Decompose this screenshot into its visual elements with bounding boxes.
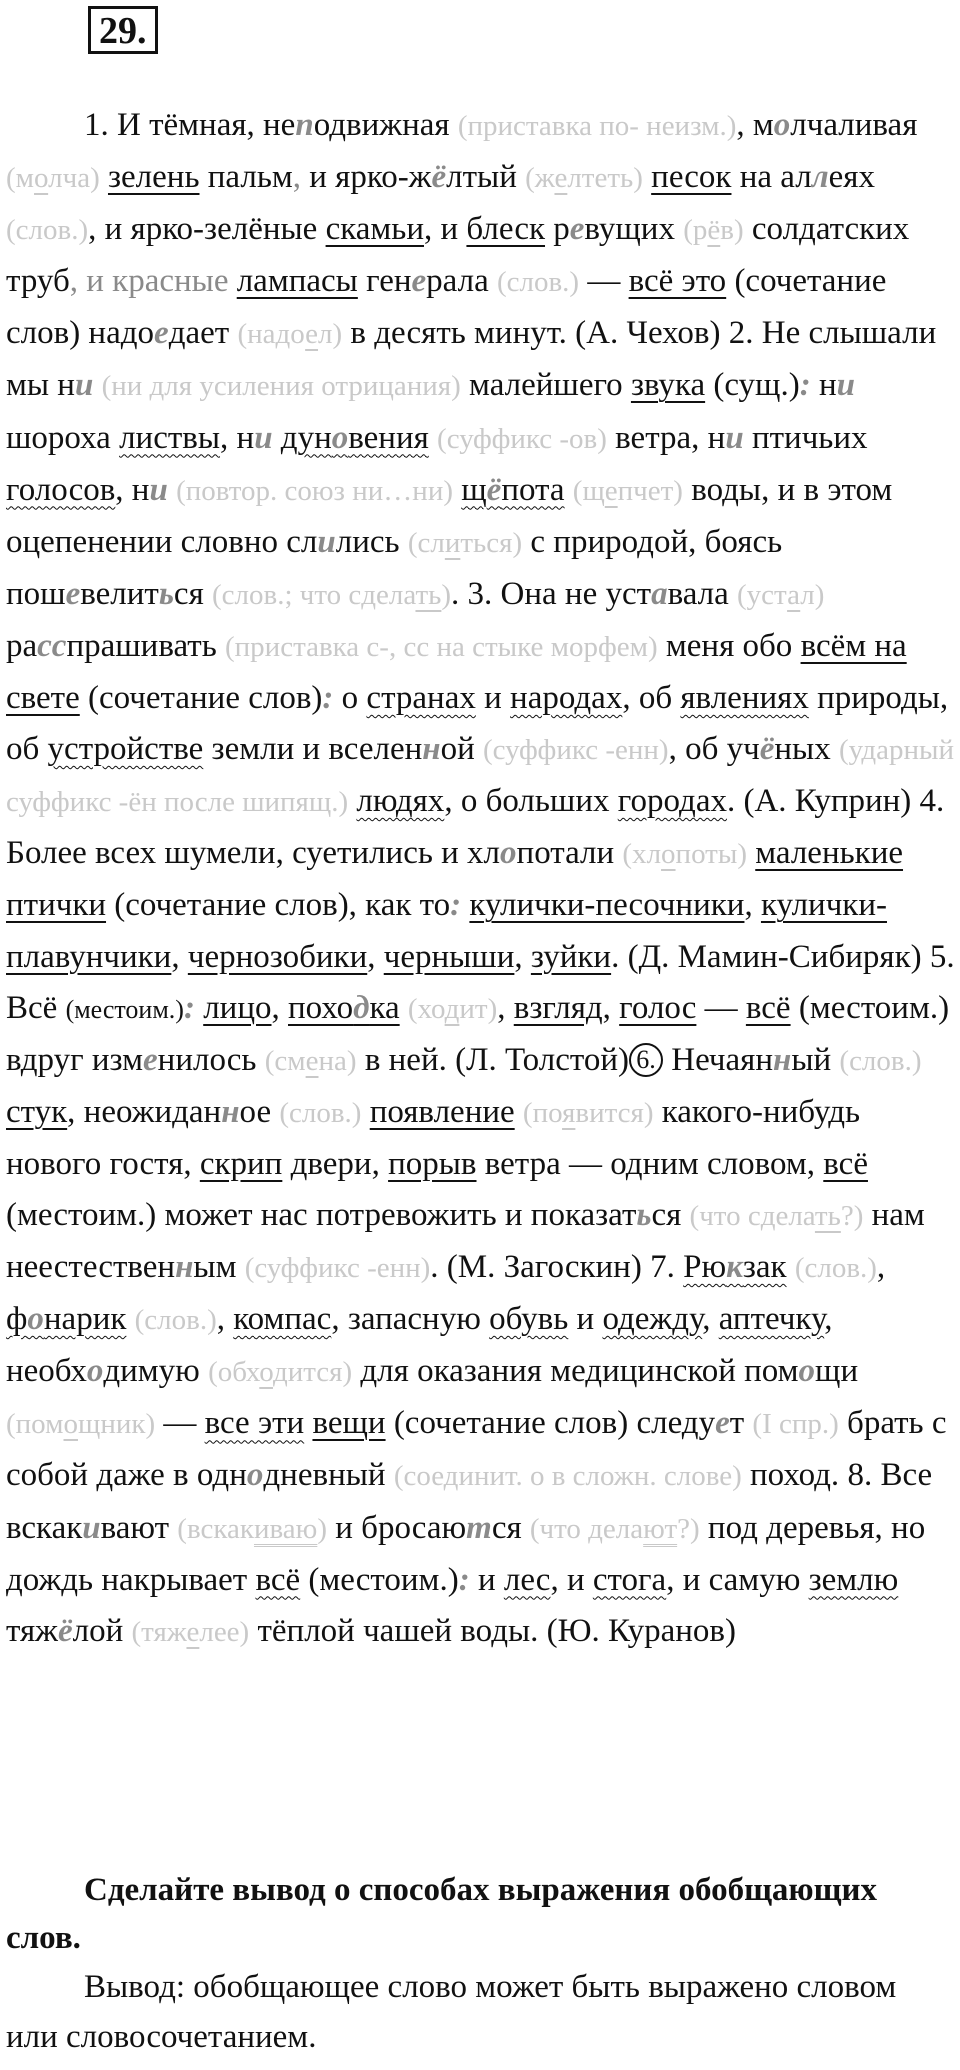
homogeneous-member: зуйки (530, 938, 612, 975)
annotation: (устал) (737, 578, 825, 611)
subject-word: появление (369, 1093, 515, 1130)
subject-word: скамьи (325, 211, 424, 248)
homogeneous-member: людях (356, 783, 445, 820)
annotation: (приставка с-, сс на стыке морфем) (225, 630, 658, 663)
conclusion-text: Вывод: обобщающее слово может быть выражено словом или словосочетанием. (6, 1969, 897, 2055)
sentence-number: 2. (720, 315, 754, 352)
homogeneous-member: фонарик (6, 1301, 127, 1338)
annotation: (слов.) (839, 1044, 922, 1077)
annotation: (тяжелее) (131, 1615, 250, 1648)
homogeneous-member: походка (288, 989, 400, 1026)
homogeneous-member: голосов (6, 471, 116, 508)
exercise-number: 29. (88, 6, 158, 54)
annotation: (молча) (6, 162, 100, 195)
annotation: (ударный суффикс -ён после шипящ.) (6, 734, 954, 819)
homogeneous-member: стога (592, 1561, 667, 1598)
homogeneous-member: народах (510, 680, 623, 717)
annotation: (щепчет) (572, 474, 683, 507)
annotation: (вскакиваю) (177, 1512, 328, 1545)
subject-word: скрип (199, 1145, 283, 1182)
generalizing-word: всём на свете (6, 627, 907, 717)
homogeneous-member: обувь (489, 1301, 569, 1338)
annotation: (слов.; что сделать) (212, 578, 452, 611)
annotation: (желтеть) (525, 162, 643, 195)
subject-word: блеск (466, 211, 546, 248)
homogeneous-member: щёпота (461, 471, 565, 508)
homogeneous-member: странах (366, 680, 476, 717)
annotation: (рёв) (683, 214, 744, 247)
homogeneous-member: дуновения (280, 419, 429, 456)
annotation: (соединит. о в сложн. слове) (393, 1460, 742, 1493)
annotation: (надоел) (237, 318, 343, 351)
homogeneous-member: явлениях (680, 680, 809, 717)
annotation: (что делают?) (529, 1512, 700, 1545)
sentence-number: 8. (839, 1457, 873, 1494)
homogeneous-member: чернозобики (187, 938, 368, 975)
annotation: (ходит) (407, 992, 498, 1025)
homogeneous-member: устройстве (47, 731, 204, 768)
annotation: (суффикс -енн) (244, 1252, 431, 1285)
annotation: (слов.) (279, 1096, 362, 1129)
generalizing-word: маленькие птички (6, 835, 904, 924)
annotation: (суффикс -енн) (483, 734, 669, 767)
generalizing-word: вещи (312, 1405, 386, 1442)
annotation: (повтор. союз ни…ни) (176, 474, 453, 507)
generalizing-word: всё (823, 1145, 868, 1182)
homogeneous-member: одежду (602, 1301, 703, 1338)
annotation: (слов.) (6, 214, 89, 247)
subject-word: порыв (388, 1145, 477, 1182)
subject-word: лампасы (236, 263, 358, 300)
circled-sentence-number: 6. (629, 1043, 663, 1077)
homogeneous-member: компас (233, 1301, 332, 1338)
homogeneous-member: кулички-песочники (469, 887, 745, 924)
homogeneous-member: землю (808, 1561, 899, 1598)
generalizing-word: все эти (204, 1405, 305, 1442)
annotation: (помощник) (6, 1408, 156, 1441)
generalizing-word: всё это (628, 263, 727, 300)
homogeneous-member: голос (619, 989, 697, 1026)
homogeneous-member: аптечку (718, 1301, 825, 1338)
subject-word: песок (651, 159, 732, 196)
annotation: (слов.) (496, 266, 580, 299)
sentence-number: 1. (84, 107, 109, 143)
exercise-text: 1. И тёмная, неподвижная (приставка по- неизм.), молчаливая (молча) зелень пальм, и ярко-жёлтый (желтеть) песок на аллеях (слов.), и ярко-зелёные скамьи, и блеск ревущих (рёв) солдатских труб, и красные лампасы генерала (слов.) — всё это (сочетание слов) надоедает (надоел) в десять минут. (А. Чехов) 2. Не слышали мы ни (ни для усиления отрицания) малейшего звука (сущ.): ни шороха листвы, ни дуновения (суффикс -ов) ветра, ни птичьих голосов, ни (повтор. союз ни…ни) щёпота (щепчет) воды, и в этом оцепенении словно слились (слиться) с природой, боясь пошевелиться (слов.; что сделать). 3. Она не уставала (устал) расспрашивать (приставка с-, сс на стыке морфем) меня обо всём на свете (сочетание слов): о странах и народах, об явлениях природы, об устройстве земли и вселенной (суффикс -енн), об учёных (ударный суффикс -ён после шипящ.) людях, о больших городах. (А. Куприн) 4. Более всех шумели, суетились и хлопотали (хлопоты) маленькие птички (сочетание слов), как то: кулички-песочники, кулички-плавунчики, чернозобики, черныши, зуйки. (Д. Мамин-Сибиряк) 5. Всё (местоим.): лицо, походка (ходит), взгляд, голос — всё (местоим.) вдруг изменилось (смена) в ней. (Л. Толстой) 6. Нечаянный (слов.) стук, неожиданное (слов.) появление (появится) какого-нибудь нового гостя, скрип двери, порыв ветра — одним словом, всё (местоим.) может нас потревожить и показаться (что сделать?) нам неестественным (суффикс -енн). (М. Загоскин) 7. Рюкзак (слов.), фонарик (слов.), компас, запасную обувь и одежду, аптечку, необходимую (обходится) для оказания медицинской помощи (помощник) — все эти вещи (сочетание слов) следует (I спр.) брать с собой даже в однодневный (соединит. о в сложн. слове) поход. 8. Все вскакивают (вскакиваю) и бросаются (что делают?) под деревья, но дождь накрывает всё (местоим.): и лес, и стога, и самую землю тяжёлой (тяжелее) тёплой чашей воды. (Ю. Куранов) (6, 107, 955, 1649)
annotation: (обходится) (208, 1356, 353, 1389)
annotation: (появится) (522, 1096, 654, 1129)
annotation: (суффикс -ов) (437, 422, 607, 455)
homogeneous-member: листвы (119, 419, 221, 456)
annotation: (хлопоты) (622, 838, 747, 871)
generalizing-word: звука (630, 367, 706, 404)
homogeneous-member: взгляд (513, 989, 603, 1026)
homogeneous-member: черныши (383, 938, 515, 975)
homogeneous-member: Рюкзак (683, 1249, 787, 1286)
annotation: (I спр.) (752, 1408, 839, 1441)
annotation: (что сделать?) (689, 1199, 864, 1232)
annotation: (приставка по- неизм.) (457, 110, 737, 142)
homogeneous-member: лицо (203, 989, 272, 1026)
subject-word: зелень (107, 159, 200, 196)
generalizing-word: всё (745, 989, 791, 1026)
annotation: (слов.) (794, 1252, 877, 1285)
annotation: (смена) (264, 1044, 357, 1077)
homogeneous-member: городах (617, 783, 727, 820)
subject-word: стук (6, 1093, 68, 1130)
sentence-number: 4. (911, 783, 945, 820)
homogeneous-member: кулички-плавунчики (6, 887, 887, 975)
annotation: (слиться) (407, 526, 523, 559)
sentence-number: 7. (641, 1249, 675, 1286)
sentence-number: . 3. (451, 575, 493, 612)
homogeneous-member: лес (503, 1561, 551, 1598)
sentence-number: 5. (921, 938, 955, 975)
generalizing-word: всё (255, 1561, 301, 1598)
task-heading: Сделайте вывод о способах выражения обобщающих слов. (6, 1872, 878, 1956)
annotation: (ни для усиления отрицания) (101, 370, 461, 403)
annotation: (слов.) (134, 1304, 217, 1337)
